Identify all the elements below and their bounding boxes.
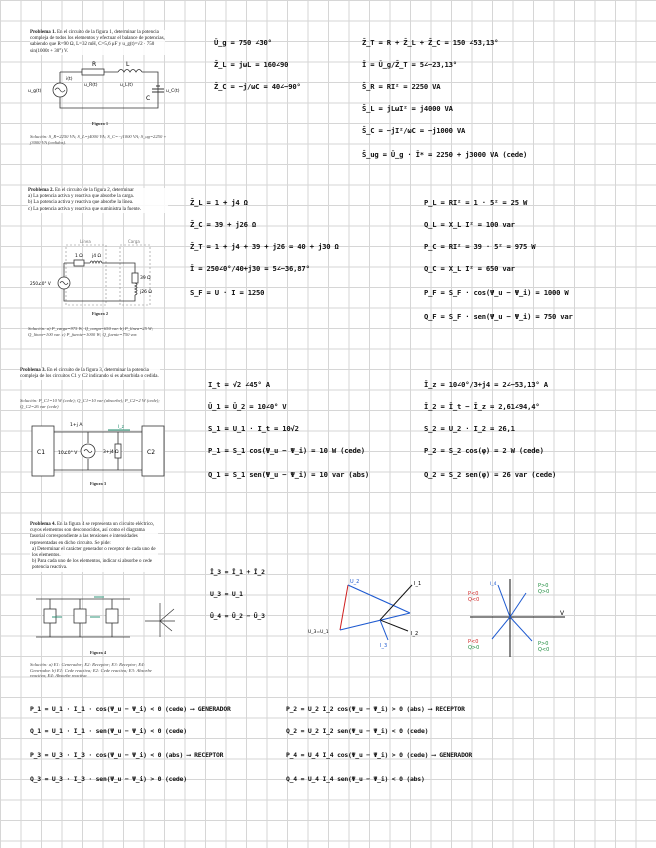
problem-4-title: Problema 4. xyxy=(30,522,56,527)
label-i: i(t) xyxy=(66,77,73,82)
label-z2: j4 Ω xyxy=(92,254,101,259)
label-z4: j26 Ω xyxy=(140,290,152,295)
p4-eq-q2: Q_2 = U_2 I_2 sen(Ψ_u − Ψ_i) < 0 (cede) xyxy=(286,727,429,735)
p1-eq-sc: S̄_C = −jI²/ωC = −j1000 VA xyxy=(362,126,466,135)
problem-1-title: Problema 1. xyxy=(30,30,56,35)
figure-3-circuit xyxy=(30,418,165,480)
p1-eq-i: Ī = Ū_g/Z̄_T = 5∠−23,13° xyxy=(362,60,457,69)
label-ul: u_L(t) xyxy=(120,83,133,88)
label-u2: U_2 xyxy=(350,579,360,585)
p1-eq-zl: Z̄_L = jωL = 160∠90 xyxy=(214,60,289,69)
label-r: R xyxy=(92,61,97,68)
p3-eq-iz: Ī_z = 10∠0°/3+j4 = 2∠−53,13° A xyxy=(424,380,548,389)
quad-br-q: Q<0 xyxy=(538,647,550,653)
problem-3-text: En el circuito de la figura 3, determinar la potencia compleja de los circuitos C1 y C2 indicando si es absorbida o cedida. xyxy=(20,368,159,380)
problem-2-text: En el circuito de la figura 2, determinar xyxy=(55,188,134,193)
problem-1-text: En el circuito de la figura 1, determinar la potencia compleja de todos los elementos y efectuar el balance de potencias, sabiendo que R=90 Ω, L=32 mH, C=5,6 μF y u_g(t)=√2 · 750 sin(1000t + 30°) V. xyxy=(30,30,165,54)
p2-eq-zt: Z̄_T = 1 + j4 + 39 + j26 = 40 + j30 Ω xyxy=(190,242,339,251)
figure-1-caption: Figura 1 xyxy=(91,121,109,126)
label-c: C xyxy=(146,95,151,102)
p2-eq-sf: S_F = U · I = 1250 xyxy=(190,288,265,297)
p2-eq-qf: Q_F = S_F · sen(Ψ_u − Ψ_i) = 750 var xyxy=(424,312,573,321)
p3-eq-u: Ū_1 = Ū_2 = 10∠0° V xyxy=(208,402,287,411)
quad-bl-p: P<0 xyxy=(468,639,479,645)
p3-eq-q2: Q_2 = S_2 sen(φ) = 26 var (cede) xyxy=(424,470,557,479)
p4-eq-q1: Q_1 = U_1 · I_1 · sen(Ψ_u − Ψ_i) < 0 (cede) xyxy=(30,727,187,735)
phasor-q-ic xyxy=(492,617,510,639)
problem-2-statement xyxy=(28,188,168,213)
label-i1: I_1 xyxy=(414,581,422,587)
label-c1: C1 xyxy=(37,449,46,456)
p1-eq-zc: Z̄_C = −j/ωC = 40∠−90° xyxy=(214,82,301,91)
label-z1: 1 Ω xyxy=(75,254,83,259)
problem-2-item-a: a) La potencia activa y reactiva que absorbe la carga. xyxy=(28,194,134,200)
p4-eq-p4: P_4 = U_4 I_4 cos(Ψ_u − Ψ_i) > 0 (cede) ⟶ GENERADOR xyxy=(286,751,473,759)
phasor-u2 xyxy=(348,585,410,613)
p4-eq-q3: Q_3 = U_3 · I_3 · sen(Ψ_u − Ψ_i) > 0 (cede) xyxy=(30,775,187,783)
label-src: 250∠0° V xyxy=(30,281,51,286)
problem-3-title: Problema 3. xyxy=(20,368,46,373)
p4-eq-p1: P_1 = U_1 · I_1 · cos(Ψ_u − Ψ_i) < 0 (cede) ⟶ GENERADOR xyxy=(30,705,231,713)
problem-4-text: En la figura 4 se representa un circuito eléctrico, cuyos elementos son desconocidos, así como el diagrama fasorial correspondiente a las tensiones e intensidades representadas en dicho circuito. Se pide: xyxy=(30,522,155,546)
label-uc: u_C(t) xyxy=(166,89,180,94)
quad-bl-q: Q>0 xyxy=(468,645,480,651)
p4-eq-i3: Ī_3 = Ī_1 + Ī_2 xyxy=(210,568,265,576)
p3-eq-it: I_t = √2 ∠45° A xyxy=(208,380,270,389)
p3-eq-s2: S_2 = U_2 · I_2 = 26,1 xyxy=(424,424,515,433)
p3-eq-s1: S_1 = U_1 · I_t = 10√2 xyxy=(208,424,299,433)
phasor-q-ia xyxy=(510,593,526,617)
label-i3: I_3 xyxy=(380,643,388,649)
problem-4-item-b: b) Para cada uno de los elementos, indicar si absorbe o cede potencia reactiva. xyxy=(32,559,152,571)
problem-2-item-c: c) La potencia activa y reactiva que suministra la fuente. xyxy=(28,206,142,212)
label-linea: Línea xyxy=(80,239,91,244)
label-u3: U_3=U_1 xyxy=(308,630,329,635)
problem-4-solution: Solución: a) E1: Generador; E2: Receptor; E3: Receptor; E4: Generador. b) E1: Cede reactiva; E2: Cede reactiva; E3: Absorbe reactiva; E4: Absorbe reactiva xyxy=(30,662,152,679)
p1-eq-sr: S̄_R = RI² = 2250 VA xyxy=(362,82,441,91)
problem-2-title: Problema 2. xyxy=(28,188,54,193)
phasor-diagram-1 xyxy=(300,575,430,655)
label-cur: 1+j A xyxy=(70,423,83,428)
figure-2-caption: Figura 2 xyxy=(91,311,109,316)
p4-eq-u3: U_3 = U_1 xyxy=(210,590,243,598)
p3-eq-p2: P_2 = S_2 cos(φ) = 2 W (cede) xyxy=(424,446,544,455)
figure-4-caption: Figura 4 xyxy=(89,650,107,655)
problem-3-solution: Solución: P_C1=10 W (cede); Q_C1=10 var (absorbe); P_C2=2 W (cede); Q_C2=26 var (cede) xyxy=(20,398,160,409)
quad-v: V xyxy=(560,610,565,617)
p1-eq-ug: Ū_g = 750 ∠30° xyxy=(214,38,272,47)
label-z3: 3+j4 Ω xyxy=(103,450,119,455)
p4-eq-p3: P_3 = U_3 · I_3 · cos(Ψ_u − Ψ_i) < 0 (abs) ⟶ RECEPTOR xyxy=(30,751,224,759)
p2-eq-zc: Z̄_C = 39 + j26 Ω xyxy=(190,220,257,229)
label-c2: C2 xyxy=(147,449,156,456)
phasor-diagram-2 xyxy=(460,575,570,660)
p2-eq-pl: P_L = RI² = 1 · 5² = 25 W xyxy=(424,198,528,207)
p1-eq-sl: S̄_L = jLωI² = j4000 VA xyxy=(362,104,453,113)
label-i2: I_2 xyxy=(411,631,419,637)
quad-tl-p: P<0 xyxy=(468,591,479,597)
phasor-q-i4 xyxy=(498,585,510,617)
p2-eq-ql: Q_L = X_L I² = 100 var xyxy=(424,220,515,229)
problem-4-item-a: a) Determinar el carácter generador o receptor de cada uno de los elementos. xyxy=(32,546,156,559)
p2-eq-i: Ī = 250∠0°/40+j30 = 5∠−36,87° xyxy=(190,264,310,273)
phasor-q-ib xyxy=(510,617,532,641)
quad-tr-q: Q>0 xyxy=(538,589,550,595)
p2-eq-pf: P_F = S_F · cos(Ψ_u − Ψ_i) = 1000 W xyxy=(424,288,569,297)
quad-label-i4: I_4 xyxy=(490,582,497,587)
problem-2-solution: Solución: a) P_carga=975 W; Q_carga=650 var. b) P_línea=25 W; Q_línea=100 var. c) P_fuente=1000 W; Q_fuente=750 var. xyxy=(28,326,154,337)
p3-eq-q1: Q_1 = S_1 sen(Ψ_u − Ψ_i) = 10 var (abs) xyxy=(208,470,369,479)
label-z3: 39 Ω xyxy=(140,276,151,281)
phasor-u4 xyxy=(340,585,348,630)
label-iz: I_z xyxy=(118,425,124,430)
p2-eq-qc: Q_C = X_L I² = 650 var xyxy=(424,264,515,273)
quad-tr-p: P>0 xyxy=(538,583,549,589)
quad-br-p: P>0 xyxy=(538,641,549,647)
p1-eq-zt: Z̄_T = R + Z̄_L + Z̄_C = 150 ∠53,13° xyxy=(362,38,499,47)
label-l: L xyxy=(126,61,130,68)
p2-eq-zl: Z̄_L = 1 + j4 Ω xyxy=(190,198,248,207)
problem-1-solution: Solución: S_R=2250 VA; S_L=j4000 VA; S_C=−j1000 VA; S_ug=2250 + j3000 VA (cedidos). xyxy=(30,134,167,145)
p3-eq-p1: P_1 = S_1 cos(Ψ_u − Ψ_i) = 10 W (cede) xyxy=(208,446,365,455)
figure-1-circuit xyxy=(22,61,180,120)
p4-eq-q4: Q_4 = U_4 I_4 sen(Ψ_u − Ψ_i) < 0 (abs) xyxy=(286,775,425,783)
problem-3-statement xyxy=(20,368,160,380)
problem-4-statement xyxy=(30,522,158,572)
figure-3-caption: Figura 3 xyxy=(89,481,107,486)
label-carga: Carga xyxy=(128,239,140,244)
p4-eq-p2: P_2 = U_2 I_2 cos(Ψ_u − Ψ_i) > 0 (abs) ⟶ RECEPTOR xyxy=(286,705,465,713)
p4-eq-u4: Ū_4 = Ū_2 − Ū_3 xyxy=(210,612,265,620)
p3-eq-i2: Ī_2 = Ī_t − Ī_z = 2,61∠94,4° xyxy=(424,402,540,411)
label-src3: 10∠0° V xyxy=(58,451,78,456)
phasor-i1 xyxy=(380,585,412,620)
label-ur: u_R(t) xyxy=(84,83,98,88)
quad-tl-q: Q<0 xyxy=(468,597,480,603)
label-ug: u_g(t) xyxy=(28,89,42,94)
problem-1-statement xyxy=(30,30,165,55)
figure-2-circuit xyxy=(30,239,170,308)
figure-4-circuit xyxy=(30,593,180,643)
p1-eq-sug: S̄_ug = Ū_g · Ī* = 2250 + j3000 VA (cede) xyxy=(362,150,528,159)
problem-2-item-b: b) La potencia activa y reactiva que absorbe la línea. xyxy=(28,200,134,206)
p2-eq-pc: P_C = RI² = 39 · 5² = 975 W xyxy=(424,242,536,251)
